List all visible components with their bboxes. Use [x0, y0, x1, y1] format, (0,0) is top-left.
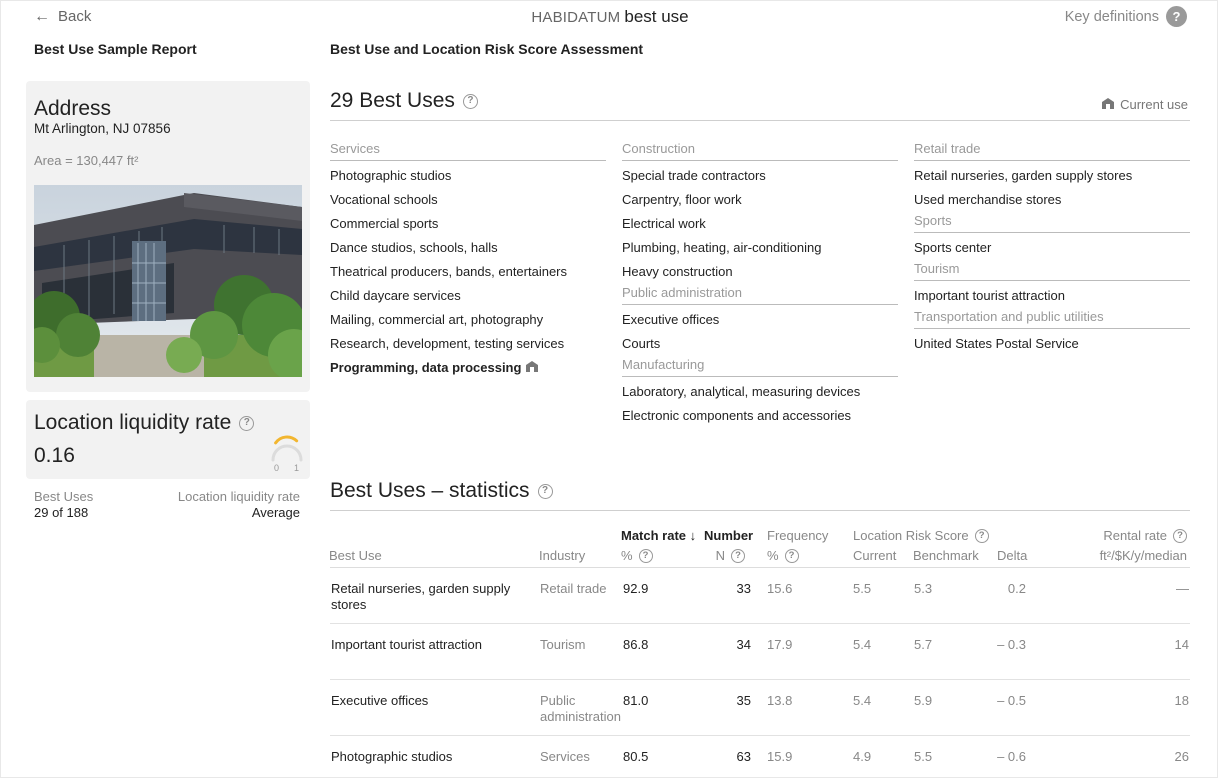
cell-current: 5.4 — [853, 637, 872, 652]
arrow-left-icon: ← — [34, 7, 50, 25]
gauge-min-label: 0 — [274, 463, 280, 473]
cell-industry: Public administration — [540, 693, 621, 724]
match-rate-label: Match rate — [621, 528, 687, 543]
benchmark-header[interactable]: Benchmark — [913, 548, 979, 563]
best-use-item: Vocational schools — [330, 192, 438, 207]
brand-logo — [1, 7, 1218, 27]
section-title: Best Use and Location Risk Score Assessment — [330, 41, 644, 57]
cell-delta: – 0.3 — [997, 637, 1026, 652]
cell-number: 35 — [736, 693, 751, 708]
category-heading: Transportation and public utilities — [914, 308, 1190, 329]
cell-number: 33 — [736, 581, 751, 596]
cell-benchmark: 5.3 — [914, 581, 933, 596]
cell-match-rate: 80.5 — [623, 749, 649, 764]
cell-delta: – 0.6 — [997, 749, 1026, 764]
cell-number: 34 — [736, 637, 751, 652]
category-heading: Tourism — [914, 260, 1190, 281]
best-uses-heading-label: 29 Best Uses — [330, 89, 455, 112]
cell-match-rate: 81.0 — [623, 693, 649, 708]
liquidity-rate-value: Average — [251, 505, 300, 520]
industry-header[interactable]: Industry — [539, 548, 586, 563]
cell-best-use: Executive offices — [331, 693, 429, 708]
rental-rate-label: Rental rate — [1103, 528, 1167, 543]
table-row[interactable] — [330, 624, 1190, 680]
building-icon — [526, 356, 538, 380]
number-unit — [716, 548, 745, 563]
current-use-legend — [1102, 97, 1188, 112]
help-icon[interactable]: ? — [1173, 529, 1187, 543]
match-rate-unit — [621, 548, 653, 563]
table-row[interactable] — [330, 736, 1190, 778]
category-heading: Sports — [914, 212, 1190, 233]
help-icon[interactable]: ? — [785, 549, 799, 563]
help-icon[interactable]: ? — [731, 549, 745, 563]
cell-benchmark: 5.7 — [914, 637, 933, 652]
best-use-item: Courts — [622, 336, 661, 351]
brand-product: best use — [624, 7, 689, 26]
report-title: Best Use Sample Report — [34, 41, 197, 57]
category-heading: Manufacturing — [622, 356, 898, 377]
rental-unit: ft²/$K/y/median — [1099, 548, 1187, 563]
number-unit-label: N — [715, 548, 725, 563]
liquidity-heading-label: Location liquidity rate — [34, 411, 232, 434]
liquidity-heading — [34, 411, 254, 435]
best-use-item: Research, development, testing services — [330, 336, 565, 351]
cell-best-use: Important tourist attraction — [331, 637, 483, 652]
cell-best-use: Photographic studios — [331, 749, 453, 764]
cell-current: 5.4 — [853, 693, 872, 708]
cell-current: 4.9 — [853, 749, 872, 764]
best-use-item: Photographic studios — [330, 168, 452, 183]
match-rate-header[interactable] — [621, 528, 696, 543]
location-risk-header — [853, 528, 989, 543]
rental-rate-header — [1103, 528, 1187, 543]
best-uses-column-2 — [622, 140, 898, 428]
best-use-item: Heavy construction — [622, 264, 733, 279]
liquidity-rate-label: Location liquidity rate — [177, 489, 300, 504]
property-photo — [34, 185, 302, 377]
cell-industry: Retail trade — [540, 581, 607, 596]
best-use-item: Retail nurseries, garden supply stores — [914, 168, 1133, 183]
best-use-item: Laboratory, analytical, measuring devices — [622, 384, 861, 399]
best-use-item: United States Postal Service — [914, 336, 1079, 351]
best-uses-column-1 — [330, 140, 606, 380]
cell-rental-rate: — — [1176, 581, 1189, 596]
cell-frequency: 15.9 — [767, 749, 793, 764]
current-header[interactable]: Current — [853, 548, 897, 563]
help-icon[interactable]: ? — [239, 416, 254, 431]
cell-rental-rate: 26 — [1174, 749, 1189, 764]
help-icon[interactable]: ? — [639, 549, 653, 563]
match-rate-unit-label: % — [621, 548, 633, 563]
help-icon[interactable]: ? — [538, 484, 553, 499]
best-use-item: Electrical work — [622, 216, 706, 231]
best-uses-value: 29 of 188 — [34, 505, 89, 520]
cell-frequency: 17.9 — [767, 637, 793, 652]
back-label: Back — [58, 8, 92, 25]
key-definitions-label: Key definitions — [1064, 8, 1159, 25]
cell-delta: 0.2 — [1007, 581, 1026, 596]
delta-header[interactable]: Delta — [997, 548, 1028, 563]
best-use-item: Dance studios, schools, halls — [330, 240, 498, 255]
cell-match-rate: 86.8 — [623, 637, 649, 652]
statistics-heading — [330, 479, 553, 503]
brand-name: HABIDATUM — [531, 9, 621, 26]
frequency-unit-label: % — [767, 548, 779, 563]
best-use-item: Important tourist attraction — [914, 288, 1066, 303]
liquidity-gauge — [267, 433, 307, 475]
best-use-item: Theatrical producers, bands, entertainers — [330, 264, 568, 279]
area-value: Area = 130,447 ft² — [34, 153, 139, 168]
best-use-item: Child daycare services — [330, 288, 461, 303]
cell-number: 63 — [736, 749, 751, 764]
location-risk-label: Location Risk Score — [853, 528, 969, 543]
cell-frequency: 15.6 — [767, 581, 793, 596]
best-use-item-current — [330, 356, 606, 380]
table-row[interactable] — [330, 680, 1190, 736]
gauge-max-label: 1 — [294, 463, 300, 473]
cell-best-use: Retail nurseries, garden supply stores — [331, 581, 511, 612]
best-use-item-label: Programming, data processing — [330, 360, 522, 375]
best-use-item: Special trade contractors — [622, 168, 766, 183]
divider — [330, 510, 1190, 511]
category-heading: Public administration — [622, 284, 898, 305]
cell-rental-rate: 14 — [1174, 637, 1189, 652]
best-use-item: Electronic components and accessories — [622, 408, 852, 423]
frequency-unit — [767, 548, 799, 563]
best-use-item: Mailing, commercial art, photography — [330, 312, 544, 327]
sort-down-icon: ↓ — [689, 528, 697, 543]
best-use-item: Sports center — [914, 240, 992, 255]
best-use-item: Used merchandise stores — [914, 192, 1062, 207]
best-use-item: Executive offices — [622, 312, 720, 327]
cell-delta: – 0.5 — [997, 693, 1026, 708]
best-use-item: Plumbing, heating, air-conditioning — [622, 240, 822, 255]
cell-industry: Tourism — [540, 637, 586, 652]
cell-match-rate: 92.9 — [623, 581, 649, 596]
address-value: Mt Arlington, NJ 07856 — [34, 121, 171, 136]
help-icon[interactable]: ? — [975, 529, 989, 543]
cell-benchmark: 5.9 — [914, 693, 933, 708]
statistics-heading-label: Best Uses – statistics — [330, 479, 530, 502]
help-icon: ? — [1166, 6, 1187, 27]
frequency-header[interactable]: Frequency — [767, 528, 829, 543]
cell-rental-rate: 18 — [1174, 693, 1189, 708]
number-header[interactable]: Number — [704, 528, 754, 543]
category-heading: Retail trade — [914, 140, 1190, 161]
best-uses-heading — [330, 89, 478, 113]
best-use-item: Carpentry, floor work — [622, 192, 742, 207]
best-use-header[interactable]: Best Use — [329, 548, 382, 563]
address-heading: Address — [34, 97, 112, 120]
best-uses-label: Best Uses — [34, 489, 94, 504]
key-definitions-button[interactable] — [1065, 6, 1187, 27]
best-use-item: Commercial sports — [330, 216, 439, 231]
divider — [330, 120, 1190, 121]
cell-current: 5.5 — [853, 581, 872, 596]
cell-frequency: 13.8 — [767, 693, 793, 708]
cell-industry: Services — [540, 749, 590, 764]
table-row[interactable] — [330, 568, 1190, 624]
help-icon[interactable]: ? — [463, 94, 478, 109]
best-uses-column-3 — [914, 140, 1190, 356]
category-heading: Construction — [622, 140, 898, 161]
building-icon — [1102, 97, 1114, 112]
current-use-label: Current use — [1120, 97, 1188, 112]
cell-benchmark: 5.5 — [914, 749, 933, 764]
liquidity-value: 0.16 — [34, 444, 75, 467]
category-heading: Services — [330, 140, 606, 161]
